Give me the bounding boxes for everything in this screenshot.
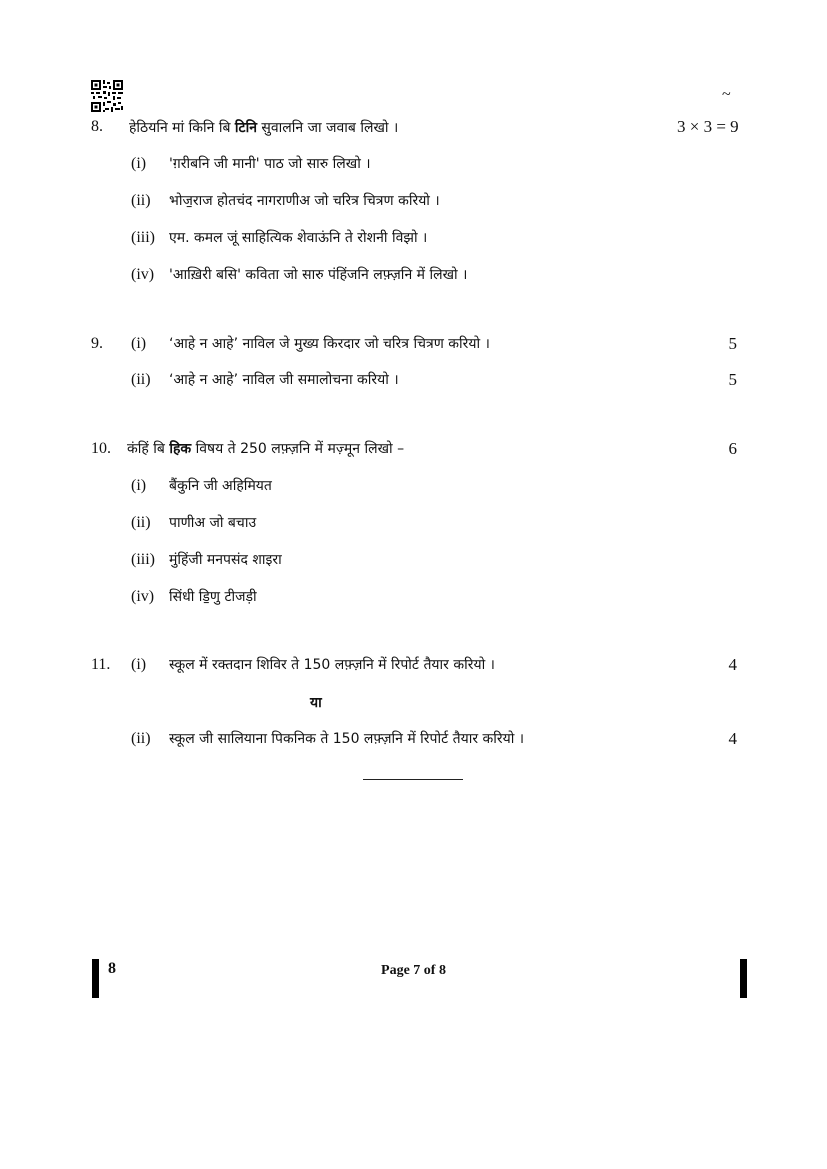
q10-item-3-text: मुंहिंजी मनपसंद शाइरा xyxy=(169,552,282,568)
question-8-marks: 3 × 3 = 9 xyxy=(677,117,739,136)
question-9-number: 9. xyxy=(91,335,103,352)
q10-item-1-label: (i) xyxy=(131,477,147,494)
q11-item-1-text: स्कूल में रक्तदान शिविर ते 150 लफ़्ज़नि में रिपोर्ट तैयार करियो । xyxy=(169,657,495,673)
q8-item-3-label: (iii) xyxy=(131,229,155,246)
question-11-number: 11. xyxy=(91,656,111,673)
q8-item-3-text: एम. कमल जूं साहित्यिक शेवाऊंनि ते रोशनी विझो । xyxy=(169,230,428,246)
end-rule xyxy=(363,779,463,780)
page-number: Page 7 of 8 xyxy=(381,963,446,978)
qr-code-icon xyxy=(91,80,123,112)
corner-mark: ~ xyxy=(722,86,731,103)
q9-item-1-label: (i) xyxy=(131,335,147,352)
q10-item-2-text: पाणीअ जो बचाउ xyxy=(169,515,257,531)
q9-item-1-marks: 5 xyxy=(728,334,737,353)
q9-item-2-label: (ii) xyxy=(131,371,151,388)
q8-item-4-text: 'आख़िरी बसि' कविता जो सारु पंहिंजनि लफ़्ज़नि में लिखो । xyxy=(169,267,468,283)
q9-item-2-text: ‘आहे न आहे’ नाविल जी समालोचना करियो । xyxy=(169,372,399,388)
question-10-marks: 6 xyxy=(728,439,737,458)
q8-item-2-label: (ii) xyxy=(131,192,151,209)
q9-item-1-text: ‘आहे न आहे’ नाविल जे मुख्य किरदार जो चरित्र चित्रण करियो । xyxy=(169,336,490,352)
q8-item-4-label: (iv) xyxy=(131,266,155,283)
footer-right-bar xyxy=(740,959,747,998)
question-10-number: 10. xyxy=(91,440,111,457)
q10-item-3-label: (iii) xyxy=(131,551,155,568)
q10-item-1-text: बैंकुनि जी अहिमियत xyxy=(169,478,272,494)
q11-or-separator: या xyxy=(310,695,322,711)
q10-item-2-label: (ii) xyxy=(131,514,151,531)
question-10-stem: कंहिं बि हिक विषय ते 250 लफ़्ज़नि में मज़्मून लिखो – xyxy=(127,441,405,457)
q10-item-4-text: सिंधी डि॒णु टीजड़ी xyxy=(169,589,257,605)
q8-item-1-label: (i) xyxy=(131,155,147,172)
footer-code: 8 xyxy=(108,960,116,977)
question-8-number: 8. xyxy=(91,118,103,135)
question-8-stem: हेठियनि मां किनि बि टिनि सुवालनि जा जवाब लिखो । xyxy=(129,120,399,136)
q9-item-2-marks: 5 xyxy=(728,370,737,389)
q8-item-1-text: 'ग़रीबनि जी मानी' पाठ जो सारु लिखो । xyxy=(169,156,371,172)
q11-item-2-text: स्कूल जी सालियाना पिकनिक ते 150 लफ़्ज़नि में रिपोर्ट तैयार करियो । xyxy=(169,731,525,747)
q11-item-2-marks: 4 xyxy=(728,729,737,748)
q8-item-2-text: भोज॒राज होतचंद नागराणीअ जो चरित्र चित्रण करियो । xyxy=(169,193,440,209)
q11-item-1-marks: 4 xyxy=(728,655,737,674)
q11-item-2-label: (ii) xyxy=(131,730,151,747)
q11-item-1-label: (i) xyxy=(131,656,147,673)
q10-item-4-label: (iv) xyxy=(131,588,155,605)
